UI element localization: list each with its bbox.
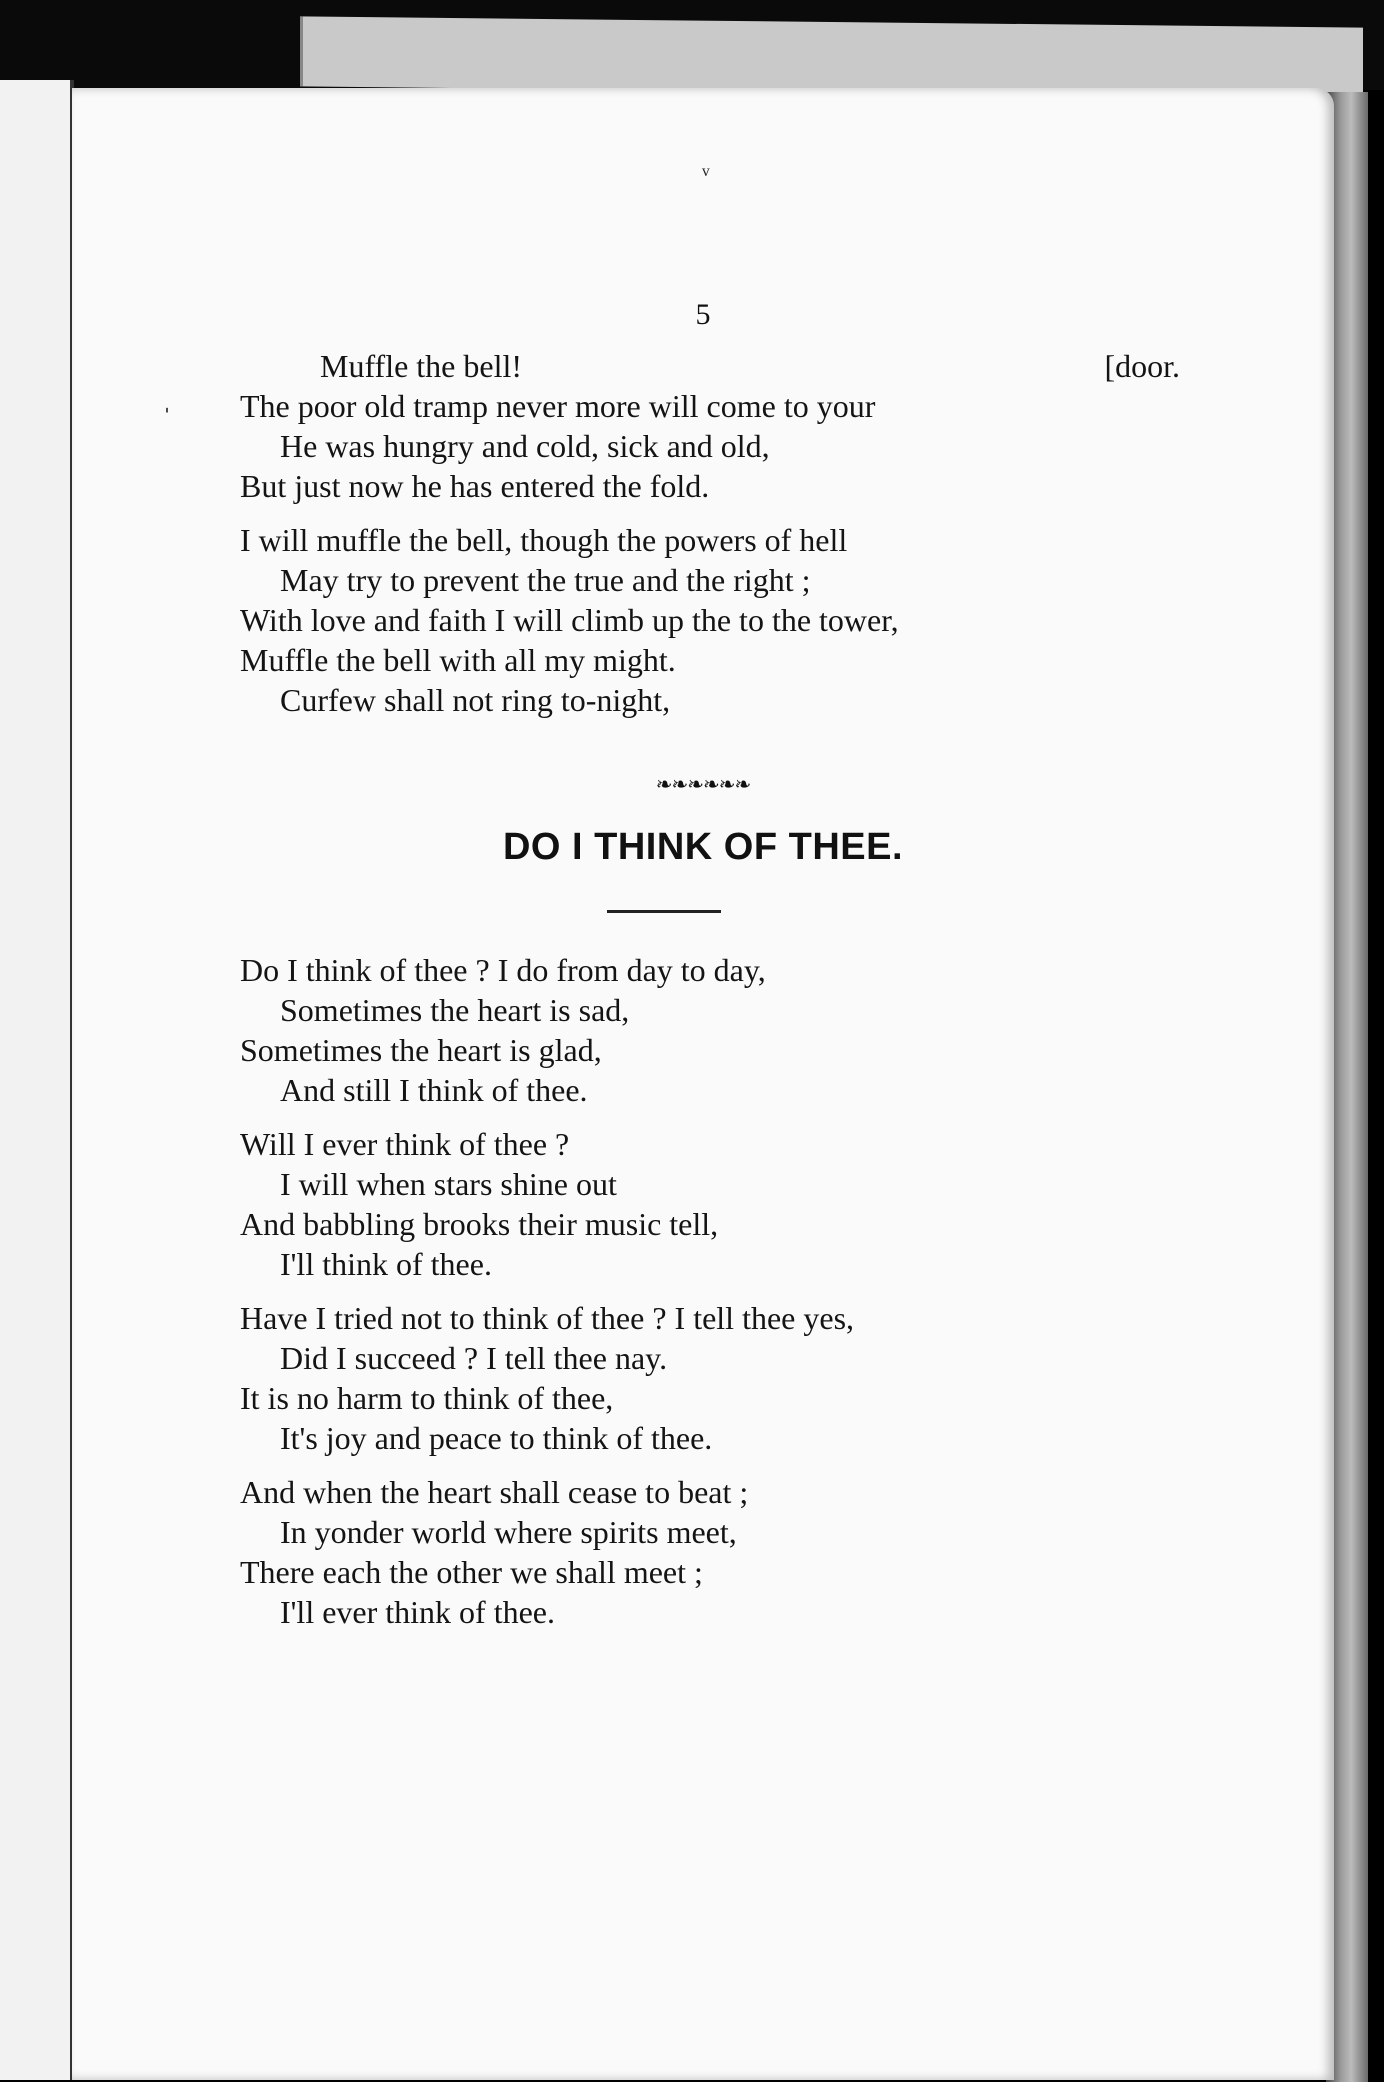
- poem-line: Have I tried not to think of thee ? I tell thee yes,: [240, 1300, 855, 1336]
- page-number: 5: [695, 298, 711, 331]
- book-back-cover-edge: [300, 16, 1363, 97]
- poem-line: The poor old tramp never more will come to your: [240, 388, 876, 424]
- poem-line: But just now he has entered the fold.: [240, 468, 710, 504]
- poem-line: It's joy and peace to think of thee.: [280, 1420, 713, 1456]
- poem-line: Curfew shall not ring to-night,: [280, 682, 671, 718]
- poem-continuation: [240, 346, 1180, 734]
- ornament-divider: ❧❧❧❧❧❧: [655, 772, 751, 796]
- book-page: [72, 88, 1334, 2080]
- poem-line: And still I think of thee.: [280, 1072, 588, 1108]
- poem-line: Muffle the bell with all my might.: [240, 642, 676, 678]
- poem-line: It is no harm to think of thee,: [240, 1380, 614, 1416]
- poem-line: With love and faith I will climb up the to the tower,: [240, 602, 899, 638]
- facing-page-edge: [0, 80, 74, 2080]
- poem-line: Sometimes the heart is glad,: [240, 1032, 602, 1068]
- poem-line: I will muffle the bell, though the powers of hell: [240, 522, 848, 558]
- poem-line: In yonder world where spirits meet,: [280, 1514, 737, 1550]
- poem-line: I'll ever think of thee.: [280, 1594, 555, 1630]
- poem-line: Did I succeed ? I tell thee nay.: [280, 1340, 668, 1376]
- stanza: [240, 346, 1180, 506]
- title-rule: [607, 910, 721, 913]
- stanza: [240, 1472, 1180, 1632]
- poem-line: Do I think of thee ? I do from day to day,: [240, 952, 766, 988]
- poem-line: And when the heart shall cease to beat ;: [240, 1474, 749, 1510]
- stanza: [240, 520, 1180, 720]
- poem-line: May try to prevent the true and the right ;: [280, 562, 811, 598]
- poem-line: He was hungry and cold, sick and old,: [280, 428, 770, 464]
- stanza: [240, 1124, 1180, 1284]
- speck-mark: ᵛ: [702, 160, 710, 189]
- stanza: [240, 950, 1180, 1110]
- poem-title: DO I THINK OF THEE.: [502, 826, 904, 868]
- stanza: [240, 1298, 1180, 1458]
- poem-line: There each the other we shall meet ;: [240, 1554, 703, 1590]
- poem-line: And babbling brooks their music tell,: [240, 1206, 719, 1242]
- poem-line: Sometimes the heart is sad,: [280, 992, 630, 1028]
- poem-line: Will I ever think of thee ?: [240, 1126, 570, 1162]
- poem-line: I will when stars shine out: [280, 1166, 617, 1202]
- speck-mark: ˌ: [162, 380, 172, 413]
- poem-line: I'll think of thee.: [280, 1246, 492, 1282]
- poem-line: Muffle the bell!: [320, 348, 523, 384]
- runover-word: [door.: [1104, 348, 1180, 384]
- poem-body: [240, 950, 1180, 1646]
